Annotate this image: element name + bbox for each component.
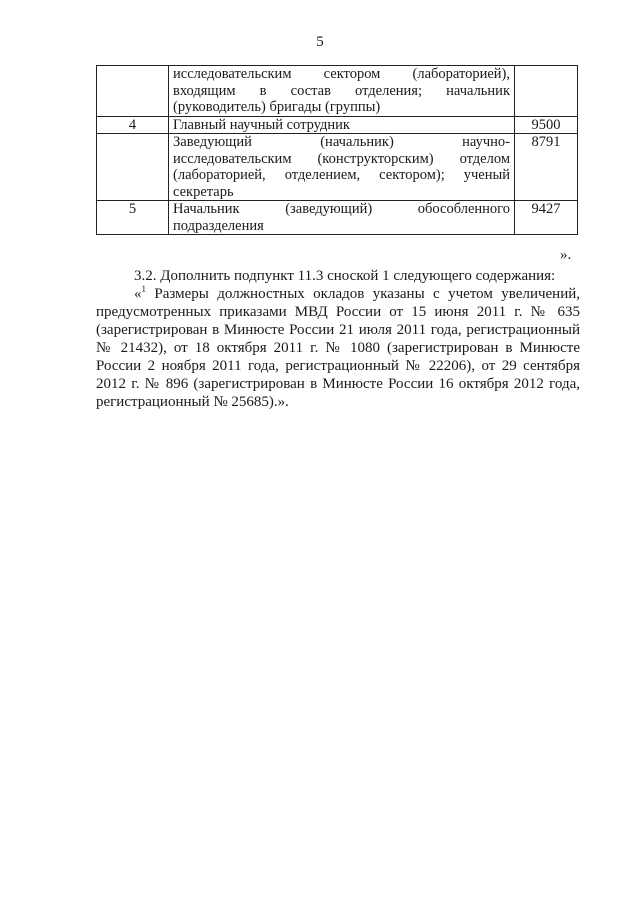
- salary-table: [96, 65, 578, 235]
- position-title-line: (руководитель) бригады (группы): [173, 99, 381, 115]
- position-title-line: исследовательским сектором (лабораторией),: [173, 66, 510, 82]
- footnote-line: России 2 ноября 2011 года, регистрационный № 22206), от 29 сентября: [96, 358, 580, 374]
- row-number: [97, 66, 169, 117]
- position-title: [169, 116, 515, 134]
- row-number: 5: [97, 201, 169, 235]
- footnote-line: регистрационный № 25685).».: [96, 394, 289, 410]
- position-title-line: (лабораторией, отделением, сектором); ученый: [173, 167, 510, 183]
- position-title: [169, 201, 515, 235]
- position-title: [169, 134, 515, 201]
- table-row: [97, 116, 578, 134]
- row-number: [97, 134, 169, 201]
- footnote-line: 2012 г. № 896 (зарегистрирован в Минюсте России 16 октября 2012 года,: [96, 376, 580, 392]
- position-title-line: исследовательским (конструкторским) отделом: [173, 150, 510, 167]
- paragraph-amendment: [96, 267, 580, 285]
- closing-quote: ».: [560, 247, 572, 263]
- position-title: [169, 66, 515, 117]
- salary-value: 9427: [515, 201, 578, 235]
- footnote-mark: 1: [141, 284, 146, 294]
- salary-value: [515, 66, 578, 117]
- row-number: 4: [97, 116, 169, 134]
- position-title-line: секретарь: [173, 183, 234, 200]
- footnote-line: (зарегистрирован в Минюсте России 21 июля 2011 года, регистрационный: [96, 322, 580, 338]
- footnote-first-line: [96, 285, 580, 303]
- salary-value: 9500: [515, 116, 578, 134]
- salary-value: 8791: [515, 134, 578, 201]
- page-number: 5: [316, 34, 324, 50]
- footnote-first-text: Размеры должностных окладов указаны с учетом увеличений,: [154, 286, 581, 302]
- footnote-line: предусмотренных приказами МВД России от 15 июня 2011 г. № 635: [96, 304, 580, 320]
- table-row: [97, 201, 578, 235]
- footnote-line: № 21432), от 18 октября 2011 г. № 1080 (зарегистрирован в Минюсте: [96, 340, 580, 356]
- open-quote: «: [134, 286, 142, 302]
- position-title-line: входящим в состав отделения; начальник: [173, 82, 510, 99]
- table-row: [97, 66, 578, 117]
- amendment-line: 3.2. Дополнить подпункт 11.3 сноской 1 следующего содержания:: [134, 268, 556, 284]
- position-title-line: Главный научный сотрудник: [173, 116, 350, 133]
- position-title-line: Начальник (заведующий) обособленного: [173, 201, 510, 217]
- position-title-line: Заведующий (начальник) научно-: [173, 134, 510, 150]
- paragraph-footnote: [96, 285, 580, 411]
- position-title-line: подразделения: [173, 217, 264, 234]
- table-row: [97, 134, 578, 201]
